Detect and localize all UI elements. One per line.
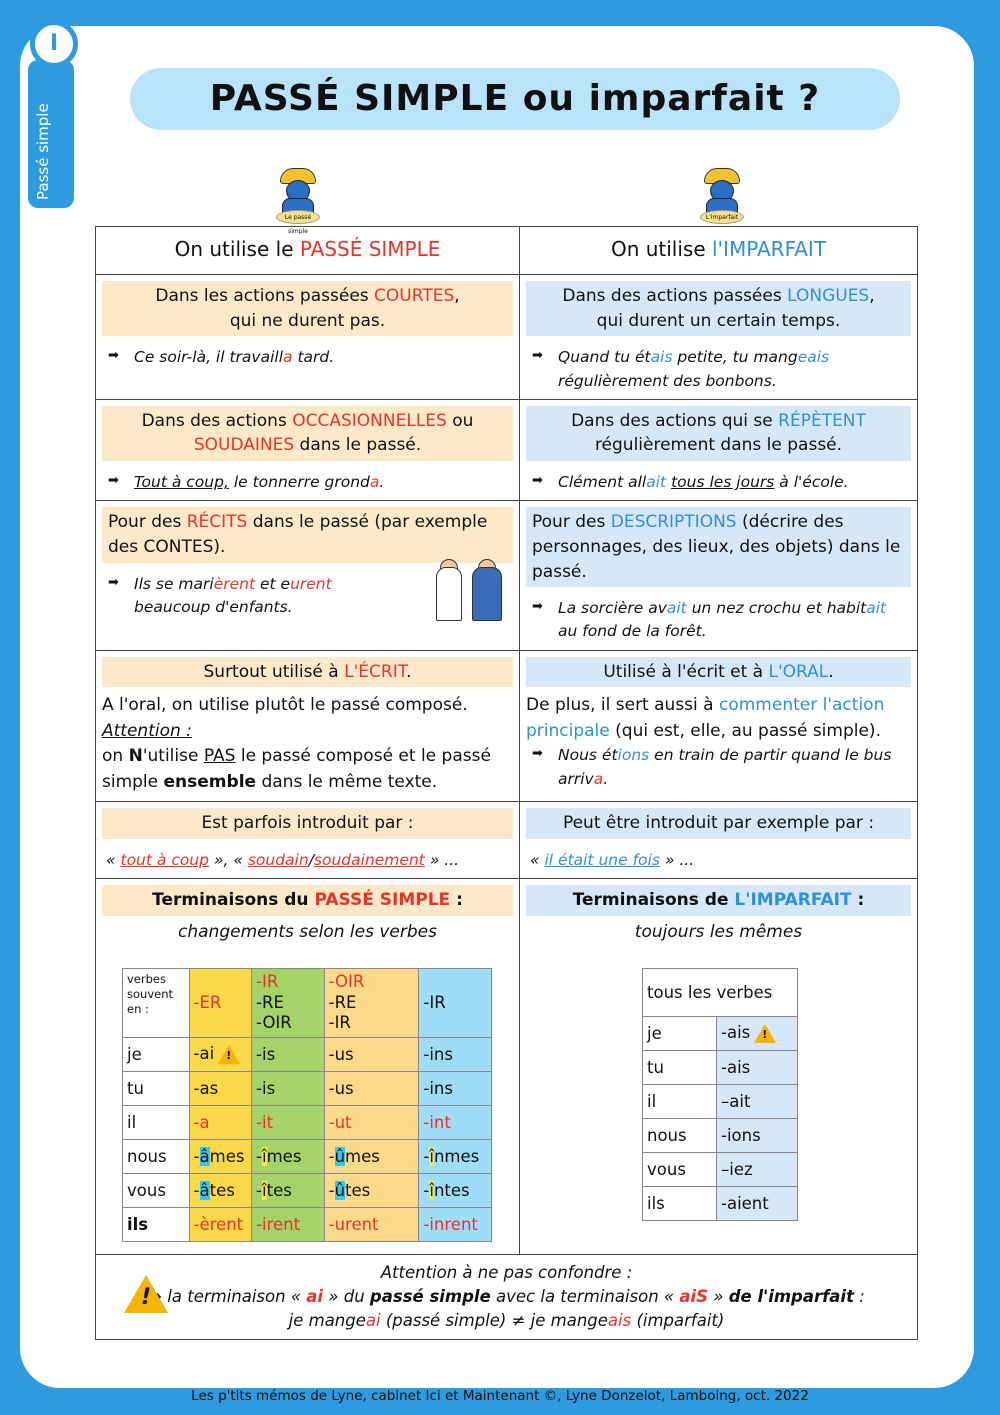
table-row: nous -ions xyxy=(643,1118,798,1152)
rule-box: Est parfois introduit par : xyxy=(102,808,513,839)
table-header: -IR -RE -OIR xyxy=(252,968,325,1037)
note: De plus, il sert aussi à commenter l'action principale (qui est, elle, au passé simple). xyxy=(526,695,885,741)
table-row: tu -ais xyxy=(643,1050,798,1084)
table-header: verbes souvent en : xyxy=(123,968,190,1037)
rule-box: Dans des actions qui se RÉPÈTENT régulièrement dans le passé. xyxy=(526,406,911,461)
table-row: ils -aient xyxy=(643,1186,798,1220)
warning-icon: ! xyxy=(218,1045,240,1064)
comparison-table xyxy=(95,226,918,1340)
row-introduit-imp xyxy=(520,802,918,879)
warning-line: ➔ la terminaison « ai » du passé simple avec la terminaison « aiS » de l'imparfait : xyxy=(148,1287,865,1307)
table-row: nous -âmes -îmes -ûmes -înmes xyxy=(123,1139,492,1173)
rule-box: Dans des actions OCCASIONNELLES ou SOUDAINES dans le passé. xyxy=(102,406,513,461)
side-tab-label: Passé simple xyxy=(34,103,52,200)
warning-line: je mangeai (passé simple) ≠ je mangeais (imparfait) xyxy=(288,1311,725,1331)
table-row: tu -as -is -us -ins xyxy=(123,1071,492,1105)
warning-icon: ! xyxy=(124,1275,168,1313)
example: ➡ La sorcière avait un nez crochu et habitait au fond de la forêt. xyxy=(532,599,887,641)
example: « il était une fois » ... xyxy=(530,851,695,870)
rule-box: Utilisé à l'écrit et à L'ORAL. xyxy=(526,657,911,688)
table-row: vous -âtes -îtes -ûtes -întes xyxy=(123,1173,492,1207)
example: ➡ Quand tu étais petite, tu mangeais régulièrement des bonbons. xyxy=(532,348,830,390)
section-title: Terminaisons du PASSÉ SIMPLE : xyxy=(102,885,513,916)
row-repetent xyxy=(520,399,918,501)
wedding-couple-icon xyxy=(432,559,510,623)
header-passe-simple: On utilise le PASSÉ SIMPLE xyxy=(96,227,520,275)
rule-box: Pour des RÉCITS dans le passé (par exemple des CONTES). xyxy=(102,507,513,562)
warning-line: Attention à ne pas confondre : xyxy=(380,1263,633,1283)
left-mascot-sign: Le passé simple xyxy=(276,210,320,224)
warning-icon: ! xyxy=(754,1024,776,1043)
example: « tout à coup », « soudain/soudainement » ... xyxy=(106,851,460,870)
tab-number: I xyxy=(30,20,78,68)
row-recits xyxy=(96,501,520,650)
table-header: -OIR -RE -IR xyxy=(324,968,419,1037)
rule-box: Pour des DESCRIPTIONS (décrire des personnages, des lieux, des objets) dans le passé. xyxy=(526,507,911,587)
example: ➡ Nous étions en train de partir quand le bus arriva. xyxy=(532,746,892,788)
imparfait-endings-table xyxy=(642,968,798,1221)
row-courtes xyxy=(96,275,520,400)
row-terminaisons-imp xyxy=(520,879,918,1255)
row-descriptions xyxy=(520,501,918,650)
row-terminaisons-ps xyxy=(96,879,520,1255)
section-title: Terminaisons de L'IMPARFAIT : xyxy=(526,885,911,916)
example: ➡ Ils se marièrent et eurent beaucoup d'enfants. xyxy=(108,574,332,616)
rule-box: Dans des actions passées LONGUES, qui durent un certain temps. xyxy=(526,281,911,336)
row-oral xyxy=(520,650,918,802)
table-row: je -ai ! -is -us -ins xyxy=(123,1037,492,1071)
table-row: ils -èrent -irent -urent -inrent xyxy=(123,1207,492,1241)
passe-simple-endings-table xyxy=(122,968,492,1242)
table-row: vous –iez xyxy=(643,1152,798,1186)
example: ➡ Ce soir-là, il travailla tard. xyxy=(108,348,335,367)
rule-box: Peut être introduit par exemple par : xyxy=(526,808,911,839)
table-header: -ER xyxy=(189,968,252,1037)
example: ➡ Tout à coup, le tonnerre gronda. xyxy=(108,473,385,492)
example: ➡ Clément allait tous les jours à l'école. xyxy=(532,473,849,492)
rule-box: Surtout utilisé à L'ÉCRIT. xyxy=(102,657,513,688)
note: A l'oral, on utilise plutôt le passé composé. Attention : on N'utilise PAS le passé composé et le passé simple ensemble dans le même texte. xyxy=(102,695,491,792)
rule-box: Dans les actions passées COURTES, qui ne durent pas. xyxy=(102,281,513,336)
section-caption: changements selon les verbes xyxy=(178,921,437,942)
table-header: -IR xyxy=(419,968,492,1037)
row-occasionnelles xyxy=(96,399,520,501)
table-row: il -a -it -ut -int xyxy=(123,1105,492,1139)
passe-simple-mascot-icon xyxy=(276,162,320,235)
table-row: je -ais ! xyxy=(643,1016,798,1050)
row-introduit-ps xyxy=(96,802,520,879)
page-title: PASSÉ SIMPLE ou imparfait ? xyxy=(209,78,821,119)
warning-section xyxy=(96,1255,918,1340)
header-imparfait: On utilise l'IMPARFAIT xyxy=(520,227,918,275)
footer-credit: Les p'tits mémos de Lyne, cabinet Ici et Maintenant ©, Lyne Donzelot, Lamboing, oct. 2022 xyxy=(191,1388,809,1404)
row-ecrit xyxy=(96,650,520,802)
table-row: il –ait xyxy=(643,1084,798,1118)
title-band xyxy=(130,68,900,130)
table-header: tous les verbes xyxy=(643,968,798,1016)
section-caption: toujours les mêmes xyxy=(634,921,803,942)
imparfait-mascot-icon xyxy=(700,162,744,226)
row-longues xyxy=(520,275,918,400)
right-mascot-sign: L'imparfait xyxy=(700,210,744,224)
